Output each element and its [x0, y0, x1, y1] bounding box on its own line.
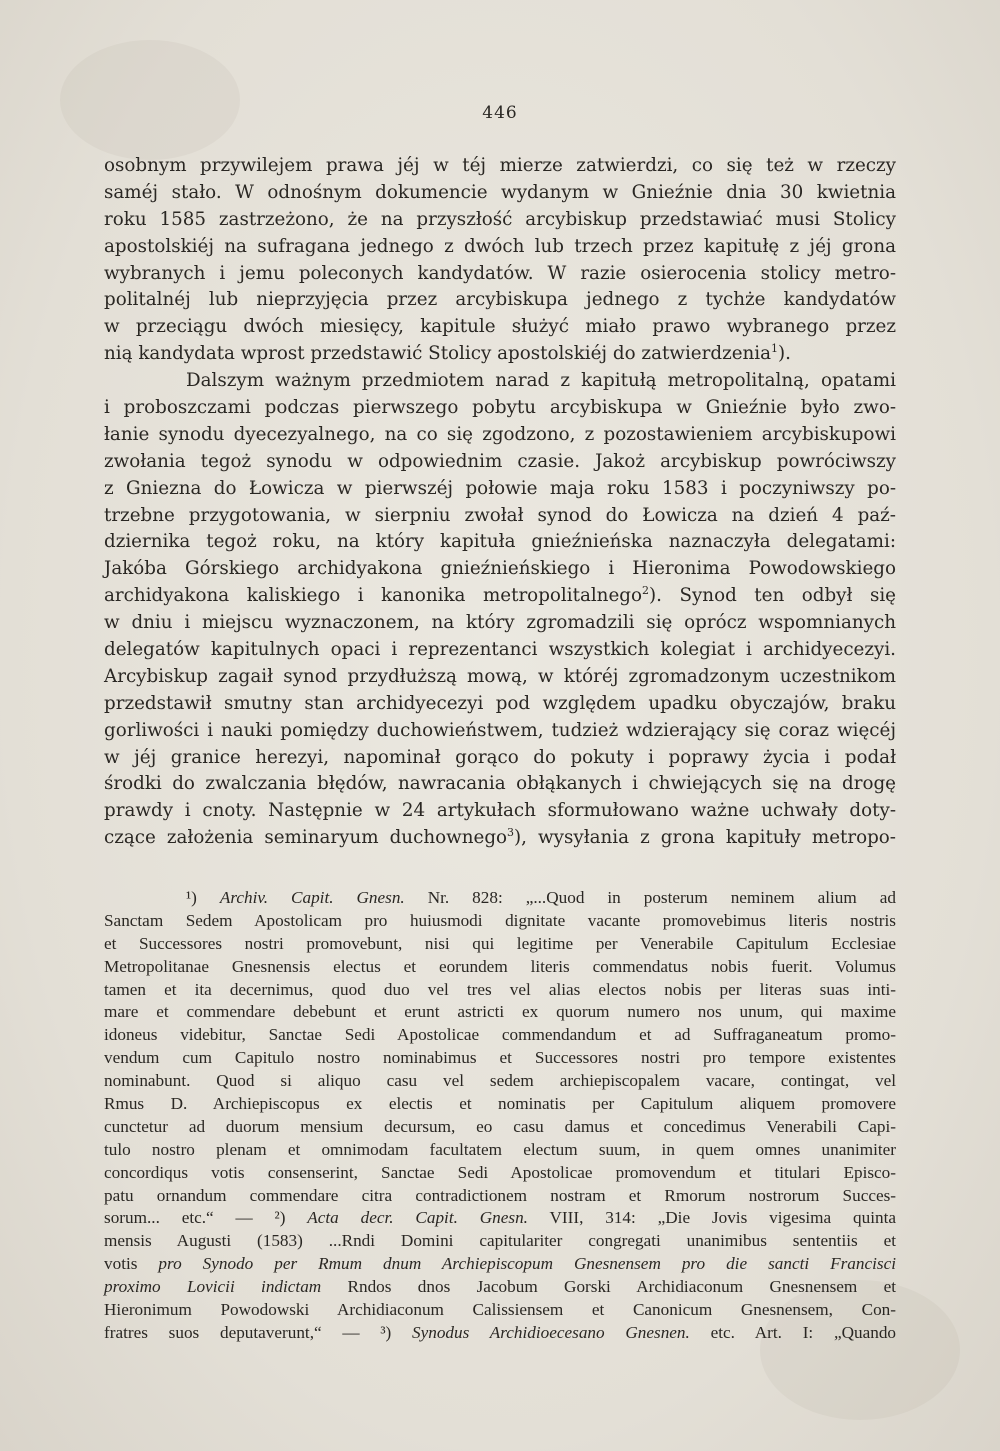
footnote-text: votis [104, 1254, 159, 1274]
body-line: wybranych i jemu poleconych kandydatów. W razie osierocenia stolicy metro- [104, 262, 896, 284]
body-line-text: ), wysyłania z grona kapituły metropo- [514, 827, 896, 849]
footnote-line [104, 1253, 896, 1276]
footnote-text: mare et commendare debebunt et erunt astricti ex quorum numero nos unum, qui maxime [104, 1002, 896, 1022]
page-number: 446 [482, 103, 518, 123]
footnote-text: tamen et ita decernimus, quod duo vel tres vel alias electos nobis per literas suas inti- [104, 979, 896, 999]
body-line: łanie synodu dyecezyalnego, na co się zgodzono, z pozostawieniem arcybiskupowi [104, 423, 896, 445]
footnote-line [104, 1001, 896, 1024]
footnote-text: idoneus videbitur, Sanctae Sedi Apostolicae commendandum et ad Suffraganeatum promo- [104, 1025, 896, 1045]
footnote-text: patu ornandum commendare citra contradictionem nostram et Rmorum nostrorum Succes- [104, 1185, 896, 1205]
footnote-text: Hieronimum Powodowski Archidiaconum Calissiensem et Canonicum Gnesnensem, Con- [104, 1300, 896, 1320]
footnote-line [104, 1116, 896, 1139]
footnote-text: fratres suos deputaverunt,“ — ³) [104, 1322, 412, 1342]
footnote-text: cunctetur ad duorum mensium decursum, eo casu damus et concedimus Venerabili Capi- [104, 1116, 896, 1136]
body-line: Arcybiskup zagaił synod przydłuższą mową, w któréj zgromadzonym uczestnikom [104, 665, 896, 687]
body-line: w jéj granice herezyi, napominał gorąco do pokuty i poprawy życia i podał [104, 746, 896, 768]
footnote-text: Metropolitanae Gnesnensis electus et eorundem literis commendatus nobis fuerit. Volumus [104, 956, 896, 976]
footnote-citation: Archiv. Capit. Gnesn. [219, 888, 405, 907]
footnote-line [104, 1024, 896, 1047]
footnote-line [104, 910, 896, 933]
footnote-text: ¹) [186, 888, 220, 907]
footnote-text: Rmus D. Archiepiscopus ex electis et nominatis per Capitulum aliquem promovere [104, 1094, 896, 1114]
footnote-ref: 3 [507, 826, 515, 840]
footnote-ref: 1 [771, 342, 779, 356]
footnote-text: nominabunt. Quod si aliquo casu vel sedem archiepiscopalem vacare, contingat, vel [104, 1071, 896, 1091]
footnote-line [104, 1230, 896, 1253]
body-line: politalnéj lub nieprzyjęcia przez arcybiskupa jednego z tychże kandydatów [104, 289, 896, 311]
body-line-text: nią kandydata wprost przedstawić Stolicy apostolskiéj do zatwierdzenia [104, 343, 772, 365]
footnote-citation: pro Synodo per Rmum dnum Archiepiscopum Gnesnensem pro die sancti Francisci [158, 1254, 896, 1274]
body-line: w dniu i miejscu wyznaczonem, na który zgromadzili się oprócz wspomnianych [104, 612, 896, 634]
body-line: w przeciągu dwóch miesięcy, kapitule służyć miało prawo wybranego przez [104, 316, 896, 338]
footnote-line [104, 1207, 896, 1230]
body-line: saméj stało. W odnośnym dokumencie wydanym w Gnieźnie dnia 30 kwietnia [104, 181, 896, 203]
body-line: roku 1585 zastrzeżono, że na przyszłość arcybiskup przedstawiać musi Stolicy [104, 208, 896, 230]
footnote-line [104, 933, 896, 956]
body-text [104, 153, 896, 852]
footnote-line [104, 1139, 896, 1162]
footnote-text: mensis Augusti (1583) ...Rndi Domini capitulariter congregati unanimibus sententiis et [104, 1231, 896, 1251]
footnote-text: et Successores nostri promovebunt, nisi qui legitime per Venerabile Capitulum Ecclesiae [104, 933, 896, 953]
body-line: środki do zwalczania błędów, nawracania obłąkanych i chwiejących się na drogę [104, 773, 896, 795]
footnote-text: Nr. 828: „...Quod in posterum neminem alium ad [404, 888, 896, 907]
body-line: Dalszym ważnym przedmiotem narad z kapitułą metropolitalną, opatami [186, 370, 896, 392]
body-line: gorliwości i nauki pomiędzy duchowieństwem, tudzież wdzierający się coraz więcéj [104, 719, 896, 741]
footnote-line [104, 887, 896, 910]
body-line-text: archidyakona kaliskiego i kanonika metropolitalnego [104, 585, 642, 607]
body-line: Jakóba Górskiego archidyakona gnieźnieńskiego i Hieronima Powodowskiego [104, 558, 896, 580]
footnotes [104, 887, 896, 1345]
footnote-text: etc. Art. I: „Quando [689, 1322, 897, 1342]
body-line-text: czące założenia seminaryum duchownego [104, 827, 508, 849]
footnote-line [104, 1070, 896, 1093]
body-line-text: ). Synod ten odbył się [649, 585, 896, 607]
footnote-ref: 2 [642, 584, 649, 598]
body-line: osobnym przywilejem prawa jéj w téj mierze zatwierdzi, co się też w rzeczy [104, 155, 896, 176]
footnote-line [104, 1162, 896, 1185]
footnote-citation: Synodus Archidioecesano Gnesnen. [412, 1322, 690, 1342]
footnote-line [104, 1093, 896, 1116]
body-line [104, 583, 896, 610]
body-line [104, 825, 896, 852]
footnote-line [104, 956, 896, 979]
footnote-text: VIII, 314: „Die Jovis vigesima quinta [527, 1208, 896, 1228]
body-line: dziernika tegoż roku, na który kapituła gnieźnieńska naznaczyła delegatami: [104, 531, 896, 553]
body-line: apostolskiéj na sufragana jednego z dwóch lub trzech przez kapitułę z jéj grona [104, 235, 896, 257]
footnote-citation: proximo Lovicii indictam [104, 1277, 322, 1297]
footnote-text: Sanctam Sedem Apostolicam pro huiusmodi dignitate vacante promovebimus literis nostris [104, 910, 896, 930]
body-line: i proboszczami podczas pierwszego pobytu arcybiskupa w Gnieźnie było zwo- [104, 397, 896, 419]
body-line: delegatów kapitulnych opaci i reprezentanci wszystkich kolegiat i archidyecezyi. [104, 639, 896, 661]
footnote-text: Rndos dnos Jacobum Gorski Archidiaconum Gnesnensem et [321, 1277, 897, 1297]
footnote-text: sorum... etc.“ — ²) [104, 1208, 308, 1228]
body-line: zwołania tegoż synodu w odpowiednim czasie. Jakoż arcybiskup powróciwszy [104, 450, 896, 472]
body-line [104, 341, 896, 368]
footnote-line [104, 1322, 896, 1345]
footnote-citation: Acta decr. Capit. Gnesn. [307, 1208, 528, 1228]
body-line-text: ). [778, 343, 791, 365]
footnote-text: concordiqus votis consenserint, Sanctae Sedi Apostolicae promovendum et titulari Episco- [104, 1162, 896, 1182]
footnote-line [104, 1185, 896, 1208]
paper-stain [60, 40, 240, 160]
footnote-line [104, 1276, 896, 1299]
body-line: trzebne przygotowania, w sierpniu zwołał synod do Łowicza na dzień 4 paź- [104, 504, 896, 526]
footnote-line [104, 1299, 896, 1322]
footnote-text: vendum cum Capitulo nostro nominabimus et Successores nostri pro tempore existentes [104, 1048, 896, 1068]
body-line: przedstawił smutny stan archidyecezyi pod względem upadku obyczajów, braku [104, 692, 896, 714]
footnote-text: tulo nostro plenam et omnimodam facultatem electum suum, in quem omnes unanimiter [104, 1139, 896, 1159]
footnote-line [104, 1047, 896, 1070]
body-line: z Gniezna do Łowicza w pierwszéj połowie maja roku 1583 i poczyniwszy po- [104, 477, 896, 499]
footnote-line [104, 979, 896, 1002]
body-line: prawdy i cnoty. Następnie w 24 artykułach sformułowano ważne uchwały doty- [104, 800, 896, 822]
